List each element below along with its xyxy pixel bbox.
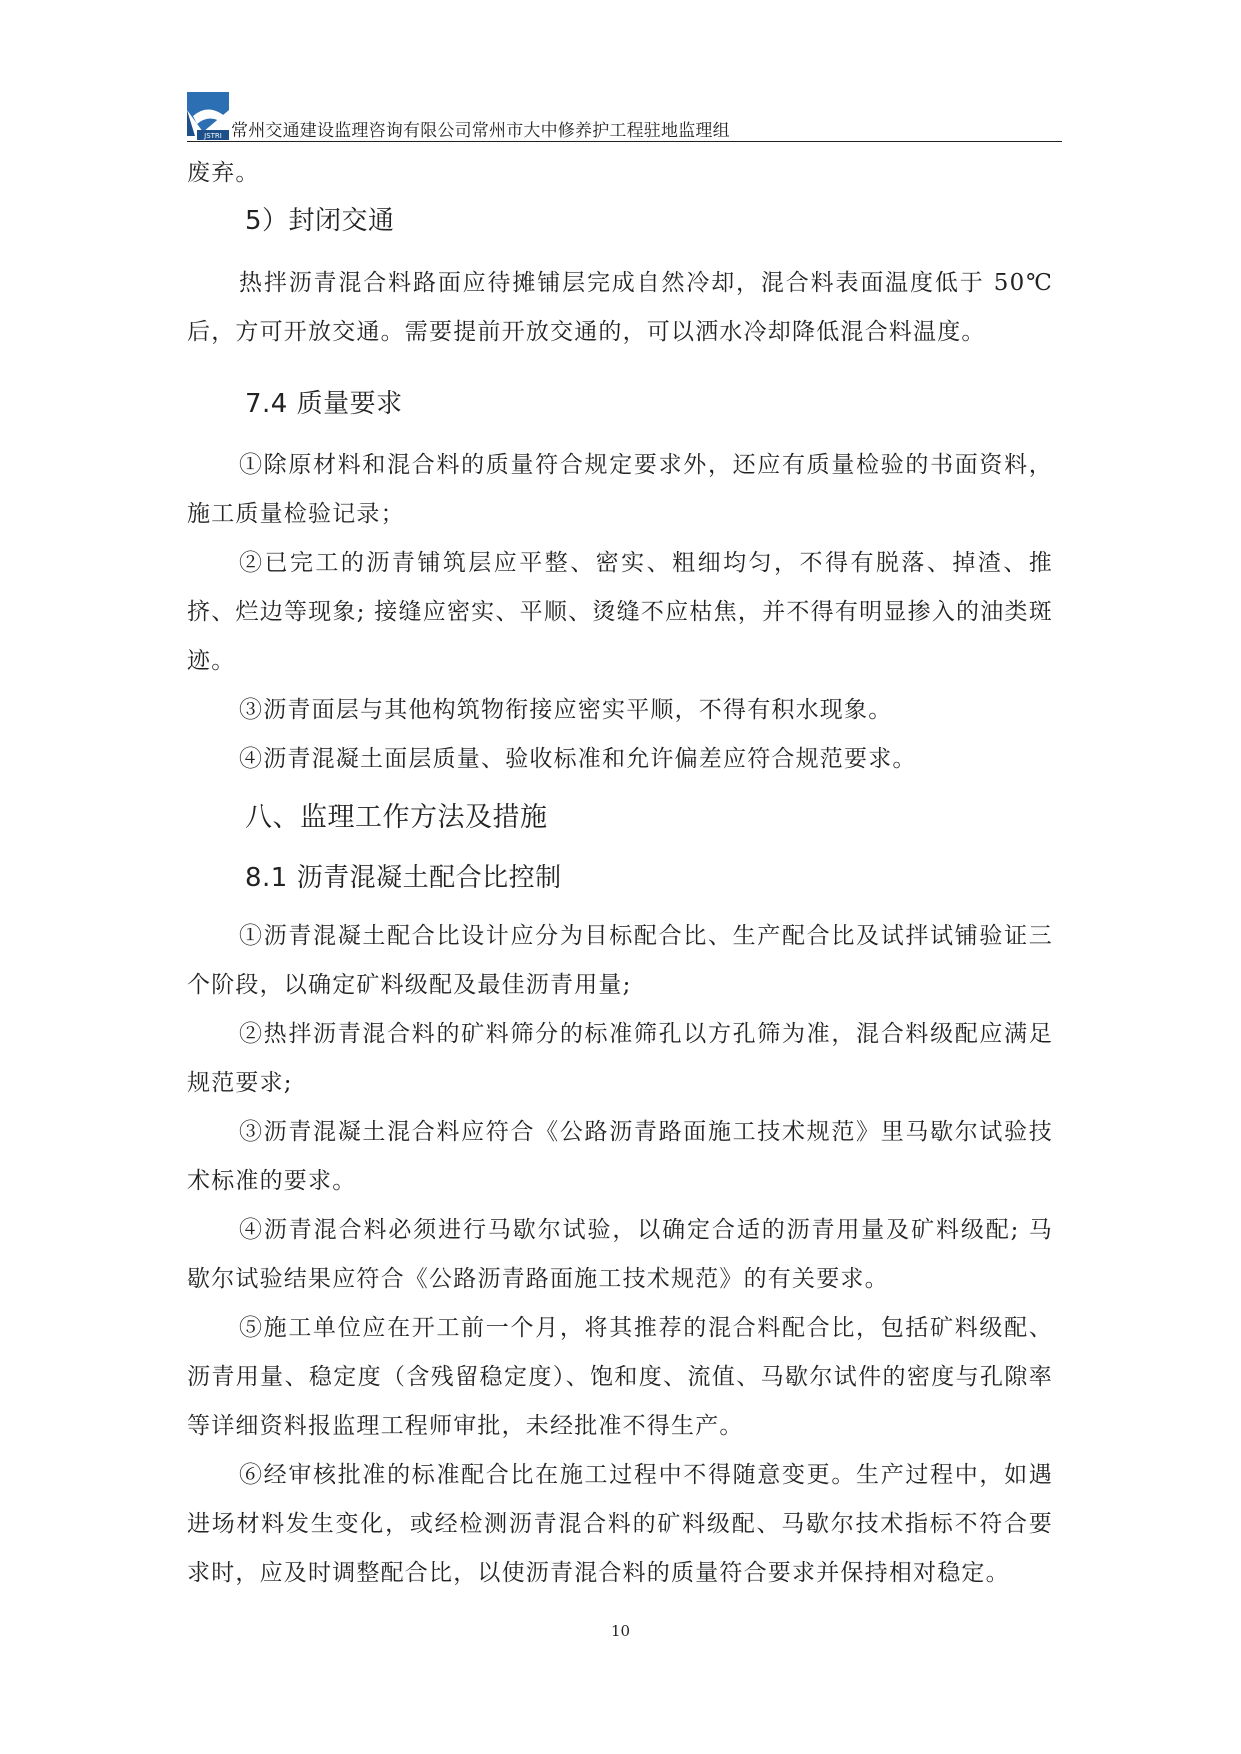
paragraph-close-traffic: 热拌沥青混合料路面应待摊铺层完成自然冷却，混合料表面温度低于 50℃后，方可开放交通。需要提前开放交通的，可以洒水冷却降低混合料温度。: [187, 270, 1053, 345]
paragraph-continuation: 废弃。: [187, 160, 260, 186]
mix-item-2: ②热拌沥青混合料的矿料筛分的标准筛孔以方孔筛为准，混合料级配应满足规范要求;: [187, 1021, 1053, 1096]
quality-item-1: ①除原材料和混合料的质量符合规定要求外，还应有质量检验的书面资料，施工质量检验记录；: [187, 452, 1053, 527]
mix-item-3: ③沥青混凝土混合料应符合《公路沥青路面施工技术规范》里马歇尔试验技术标准的要求。: [187, 1119, 1053, 1194]
quality-item-4: ④沥青混凝土面层质量、验收标准和允许偏差应符合规范要求。: [239, 746, 917, 772]
heading-quality-requirements: 7.4 质量要求: [245, 389, 403, 419]
document-body: [187, 155, 1053, 1598]
heading-mix-design-control: 8.1 沥青混凝土配合比控制: [245, 863, 562, 893]
jstri-logo: [187, 92, 229, 140]
heading-supervision-methods: 八、监理工作方法及措施: [245, 802, 548, 833]
header-divider: [187, 141, 1062, 142]
mix-item-6: ⑥经审核批准的标准配合比在施工过程中不得随意变更。生产过程中，如遇进场材料发生变化，或经检测沥青混合料的矿料级配、马歇尔技术指标不符合要求时，应及时调整配合比，以使沥青混合料的质量符合要求并保持相对稳定。: [187, 1462, 1053, 1586]
mix-item-1: ①沥青混凝土配合比设计应分为目标配合比、生产配合比及试拌试铺验证三个阶段，以确定矿料级配及最佳沥青用量;: [187, 923, 1053, 998]
page-header: [187, 86, 1062, 144]
quality-item-3: ③沥青面层与其他构筑物衔接应密实平顺，不得有积水现象。: [239, 697, 893, 723]
quality-item-2: ②已完工的沥青铺筑层应平整、密实、粗细均匀，不得有脱落、掉渣、推挤、烂边等现象; 接缝应密实、平顺、烫缝不应枯焦，并不得有明显掺入的油类斑迹。: [187, 550, 1053, 674]
mix-item-4: ④沥青混合料必须进行马歇尔试验，以确定合适的沥青用量及矿料级配; 马歇尔试验结果应符合《公路沥青路面施工技术规范》的有关要求。: [187, 1217, 1053, 1292]
logo-text: JSTRI: [204, 132, 222, 140]
heading-close-traffic: 5）封闭交通: [245, 206, 395, 236]
header-title: 常州交通建设监理咨询有限公司常州市大中修养护工程驻地监理组: [231, 121, 730, 141]
mix-item-5: ⑤施工单位应在开工前一个月，将其推荐的混合料配合比，包括矿料级配、沥青用量、稳定度（含残留稳定度）、饱和度、流值、马歇尔试件的密度与孔隙率等详细资料报监理工程师审批，未经批准不得生产。: [187, 1315, 1053, 1439]
page-number: 10: [610, 1622, 631, 1640]
